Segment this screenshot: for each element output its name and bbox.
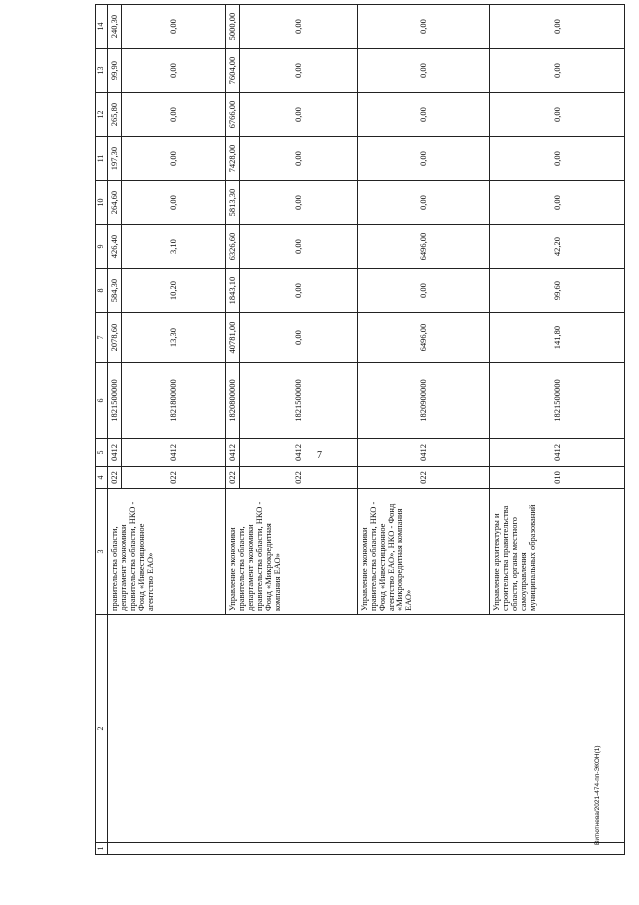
header-row: [96, 5, 108, 855]
value-cell: 6326,60: [226, 225, 240, 269]
col-number-7: 7: [96, 313, 108, 363]
value-cell: 0,00: [240, 93, 357, 137]
value-cell: 0,00: [122, 5, 226, 49]
cs-cell: 1820800000: [226, 363, 240, 439]
value-cell: 584,30: [107, 269, 121, 313]
executor-cell: Управление экономики правительства области, НКО - Фонд «Инвестиционное агентство ЕАО», НКО - Фонд «Микрокредитная компания ЕАО»: [357, 489, 490, 615]
value-cell: 0,00: [357, 181, 490, 225]
value-cell: 0,00: [240, 181, 357, 225]
col-number-11: 11: [96, 137, 108, 181]
value-cell: 265,80: [107, 93, 121, 137]
value-cell: 5813,30: [226, 181, 240, 225]
document-footer: Витютнева/2021-474-пп-ЭКОН(1): [594, 745, 601, 845]
cs-cell: 1821500000: [240, 363, 357, 439]
value-cell: 0,00: [357, 5, 490, 49]
value-cell: 10,20: [122, 269, 226, 313]
value-cell: 5000,00: [226, 5, 240, 49]
value-cell: 197,30: [107, 137, 121, 181]
col-number-5: 5: [96, 439, 108, 467]
section-cell: 0412: [122, 439, 226, 467]
value-cell: 42,20: [490, 225, 625, 269]
value-cell: 40781,00: [226, 313, 240, 363]
col-number-12: 12: [96, 93, 108, 137]
value-cell: 6496,00: [357, 313, 490, 363]
value-cell: 7428,00: [226, 137, 240, 181]
value-cell: 0,00: [240, 313, 357, 363]
value-cell: 264,60: [107, 181, 121, 225]
value-cell: 0,00: [122, 181, 226, 225]
section-cell: 0412: [240, 439, 357, 467]
value-cell: 0,00: [240, 49, 357, 93]
col-number-4: 4: [96, 467, 108, 489]
section-cell: 0412: [226, 439, 240, 467]
section-cell: 0412: [357, 439, 490, 467]
value-cell: 7604,00: [226, 49, 240, 93]
col-number-14: 14: [96, 5, 108, 49]
cs-cell: 1821800000: [122, 363, 226, 439]
col-number-8: 8: [96, 269, 108, 313]
grbs-cell: 022: [122, 467, 226, 489]
value-cell: 141,80: [490, 313, 625, 363]
grbs-cell: 022: [357, 467, 490, 489]
value-cell: 0,00: [490, 137, 625, 181]
cs-cell: 1820900000: [357, 363, 490, 439]
value-cell: 0,00: [357, 93, 490, 137]
col-number-2: 2: [96, 615, 108, 843]
grbs-cell: 022: [226, 467, 240, 489]
value-cell: 1843,10: [226, 269, 240, 313]
totals-row: [107, 5, 121, 855]
col-number-3: 3: [96, 489, 108, 615]
executor-cell: Управление архитектуры и строительства правительства области, органы местного самоуправления муниципальных образований: [490, 489, 625, 615]
value-cell: 0,00: [490, 93, 625, 137]
value-cell: 0,00: [240, 225, 357, 269]
grbs-cell: 010: [490, 467, 625, 489]
col2-cell: [107, 615, 624, 843]
cs-cell: 1821500000: [490, 363, 625, 439]
budget-table: [95, 4, 625, 855]
value-cell: 0,00: [490, 5, 625, 49]
value-cell: 0,00: [357, 269, 490, 313]
value-cell: 6766,00: [226, 93, 240, 137]
value-cell: 0,00: [122, 93, 226, 137]
value-cell: 0,00: [490, 49, 625, 93]
value-cell: 0,00: [122, 49, 226, 93]
col-number-13: 13: [96, 49, 108, 93]
grbs-cell: 022: [107, 467, 121, 489]
grbs-cell: 022: [240, 467, 357, 489]
value-cell: 99,90: [107, 49, 121, 93]
page-number: 7: [317, 450, 322, 461]
value-cell: 240,30: [107, 5, 121, 49]
cs-cell: 1821500000: [107, 363, 121, 439]
value-cell: 0,00: [240, 5, 357, 49]
value-cell: 0,00: [357, 49, 490, 93]
value-cell: 99,60: [490, 269, 625, 313]
value-cell: 426,40: [107, 225, 121, 269]
executor-cell: правительства области, департамент экономики правительства области, НКО - Фонд «Инвестиционное агентство ЕАО»: [107, 489, 225, 615]
executor-cell: Управление экономики правительства области, департамент экономики правительства области, НКО - Фонд «Микрокредитная компания ЕАО»: [226, 489, 357, 615]
value-cell: 0,00: [490, 181, 625, 225]
section-cell: 0412: [490, 439, 625, 467]
value-cell: 6496,00: [357, 225, 490, 269]
value-cell: 0,00: [357, 137, 490, 181]
value-cell: 0,00: [122, 137, 226, 181]
col-number-6: 6: [96, 363, 108, 439]
value-cell: 0,00: [240, 269, 357, 313]
value-cell: 2078,60: [107, 313, 121, 363]
col-number-9: 9: [96, 225, 108, 269]
section-cell: 0412: [107, 439, 121, 467]
col-number-10: 10: [96, 181, 108, 225]
col-number-1: 1: [96, 843, 108, 855]
value-cell: 13,30: [122, 313, 226, 363]
value-cell: 0,00: [240, 137, 357, 181]
value-cell: 3,10: [122, 225, 226, 269]
